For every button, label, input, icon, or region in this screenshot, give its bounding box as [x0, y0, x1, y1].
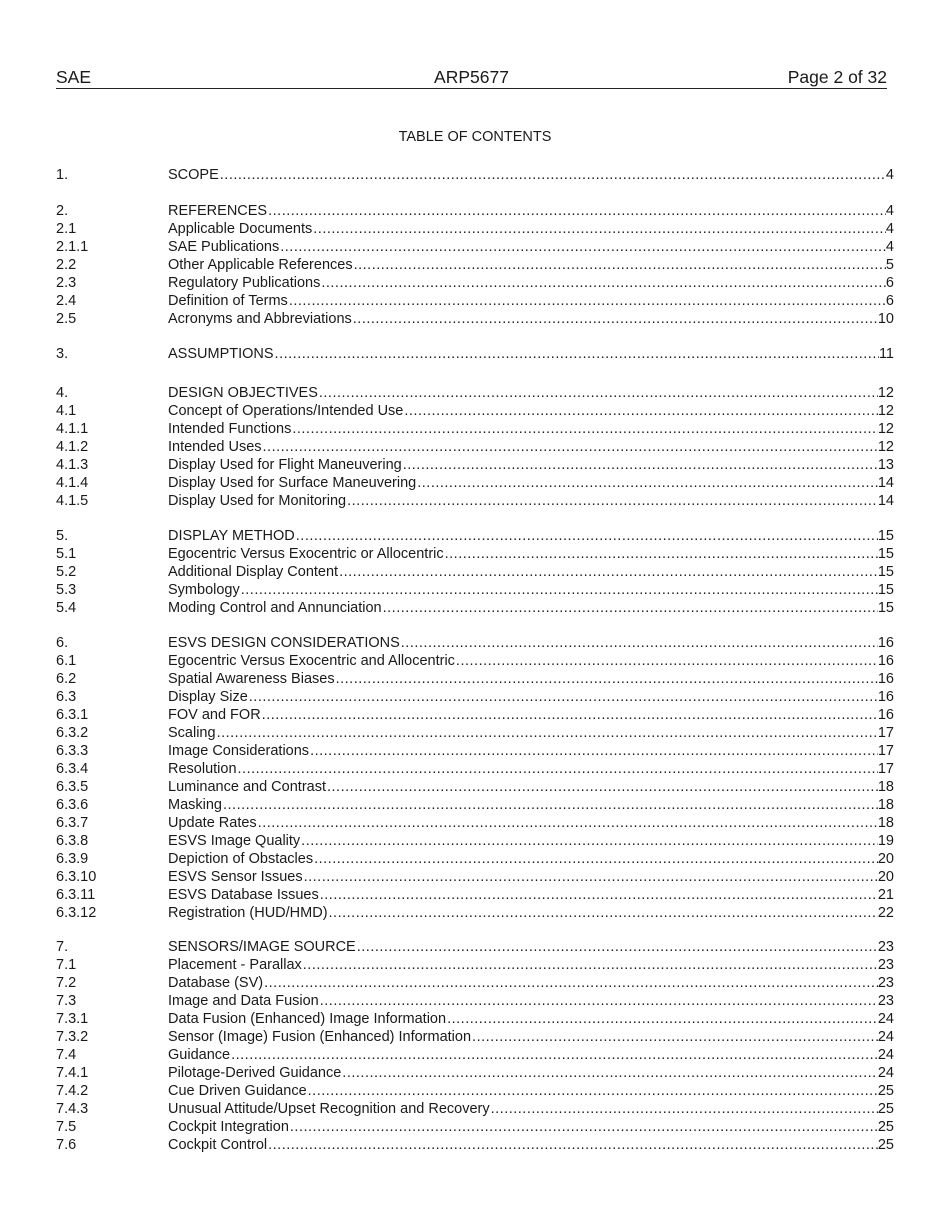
toc-entry-page: 16	[877, 653, 894, 669]
toc-entry[interactable]	[56, 420, 894, 438]
toc-entry-number: 6.3.11	[56, 887, 96, 903]
toc-entry[interactable]	[56, 492, 894, 510]
toc-entry-title: Intended Functions	[168, 421, 292, 437]
toc-entry-page: 12	[877, 385, 894, 401]
toc-entry-title: Concept of Operations/Intended Use	[168, 403, 404, 419]
toc-entry-number: 4.1.5	[56, 493, 89, 509]
toc-entry-title: SAE Publications	[168, 239, 280, 255]
toc-entry-title: Intended Uses	[168, 439, 262, 455]
toc-entry-title: Display Used for Surface Maneuvering	[168, 475, 417, 491]
toc-entry[interactable]	[56, 563, 894, 581]
toc-leader-dots	[295, 527, 878, 545]
toc-entry-number: 6.3.10	[56, 869, 97, 885]
toc-entry-page: 17	[877, 761, 894, 777]
toc-leader-dots	[335, 670, 878, 688]
toc-entry-page: 4	[885, 167, 894, 183]
toc-entry-title: Egocentric Versus Exocentric and Allocentric	[168, 653, 455, 669]
toc-entry-page: 14	[877, 475, 894, 491]
toc-entry-page: 4	[885, 239, 894, 255]
toc-leader-dots	[471, 1028, 878, 1046]
toc-entry-title: Cockpit Control	[168, 1137, 268, 1153]
toc-entry[interactable]	[56, 220, 894, 238]
toc-title: TABLE OF CONTENTS	[398, 129, 552, 145]
toc-entry[interactable]	[56, 166, 894, 184]
toc-entry-number: 2.2	[56, 257, 77, 273]
toc-entry-number: 2.3	[56, 275, 77, 291]
toc-leader-dots	[446, 1010, 878, 1028]
toc-entry-title: Display Used for Flight Maneuvering	[168, 457, 402, 473]
toc-leader-dots	[307, 1082, 878, 1100]
toc-entry-page: 22	[877, 905, 894, 921]
toc-entry[interactable]	[56, 974, 894, 992]
toc-entry-title: Scaling	[168, 725, 216, 741]
toc-entry-page: 24	[877, 1011, 894, 1027]
toc-entry-number: 5.1	[56, 546, 77, 562]
toc-entry-page: 16	[877, 689, 894, 705]
toc-entry-number: 6.3.2	[56, 725, 89, 741]
toc-leader-dots	[312, 220, 886, 238]
toc-entry[interactable]	[56, 238, 894, 256]
toc-entry[interactable]	[56, 832, 894, 850]
toc-entry[interactable]	[56, 742, 894, 760]
toc-entry-page: 16	[877, 707, 894, 723]
toc-entry-title: Acronyms and Abbreviations	[168, 311, 352, 327]
toc-entry-number: 4.	[56, 385, 69, 401]
toc-entry-title: Definition of Terms	[168, 293, 288, 309]
toc-entry[interactable]	[56, 760, 894, 778]
toc-leader-dots	[288, 292, 886, 310]
toc-leader-dots	[303, 868, 878, 886]
toc-entry-page: 24	[877, 1047, 894, 1063]
toc-entry-page: 23	[877, 993, 894, 1009]
toc-entry-title: DESIGN OBJECTIVES	[168, 385, 318, 401]
toc-entry-page: 15	[877, 528, 894, 544]
toc-entry[interactable]	[56, 438, 894, 456]
toc-entry-title: ESVS Sensor Issues	[168, 869, 303, 885]
toc-leader-dots	[216, 724, 878, 742]
toc-entry-number: 6.3.7	[56, 815, 89, 831]
toc-entry-title: Placement - Parallax	[168, 957, 302, 973]
toc-entry[interactable]	[56, 1136, 894, 1154]
toc-entry-page: 18	[877, 815, 894, 831]
toc-entry-number: 5.2	[56, 564, 77, 580]
toc-entry-page: 16	[877, 671, 894, 687]
toc-entry-page: 12	[877, 439, 894, 455]
toc-entry[interactable]	[56, 724, 894, 742]
toc-entry[interactable]	[56, 274, 894, 292]
toc-entry-number: 4.1.2	[56, 439, 89, 455]
toc-entry-title: SCOPE	[168, 167, 219, 183]
toc-entry[interactable]	[56, 310, 894, 328]
toc-leader-dots	[400, 634, 878, 652]
toc-leader-dots	[237, 760, 878, 778]
toc-entry-title: Regulatory Publications	[168, 275, 321, 291]
toc-entry-number: 7.1	[56, 957, 77, 973]
toc-entry-number: 6.2	[56, 671, 77, 687]
toc-entry-number: 4.1.4	[56, 475, 89, 491]
toc-entry-number: 6.3.8	[56, 833, 89, 849]
toc-entry-page: 13	[877, 457, 894, 473]
toc-entry-title: REFERENCES	[168, 203, 268, 219]
toc-entry-page: 25	[877, 1083, 894, 1099]
toc-entry[interactable]	[56, 202, 894, 220]
toc-leader-dots	[262, 438, 878, 456]
toc-leader-dots	[352, 310, 878, 328]
toc-entry-number: 7.5	[56, 1119, 77, 1135]
toc-entry-page: 4	[885, 203, 894, 219]
toc-entry-title: Pilotage-Derived Guidance	[168, 1065, 342, 1081]
toc-entry[interactable]	[56, 456, 894, 474]
toc-entry-page: 25	[877, 1101, 894, 1117]
toc-leader-dots	[240, 581, 878, 599]
toc-leader-dots	[279, 238, 886, 256]
toc-entry-number: 7.6	[56, 1137, 77, 1153]
toc-entry-page: 15	[877, 600, 894, 616]
toc-entry[interactable]	[56, 796, 894, 814]
toc-leader-dots	[291, 420, 878, 438]
toc-entry-title: Unusual Attitude/Upset Recognition and Recovery	[168, 1101, 490, 1117]
toc-entry[interactable]	[56, 1100, 894, 1118]
toc-entry[interactable]	[56, 1064, 894, 1082]
toc-entry-number: 2.1	[56, 221, 77, 237]
toc-entry[interactable]	[56, 581, 894, 599]
toc-entry[interactable]	[56, 670, 894, 688]
toc-entry[interactable]	[56, 992, 894, 1010]
toc-entry-number: 7.4.2	[56, 1083, 89, 1099]
toc-entry[interactable]	[56, 402, 894, 420]
toc-entry-number: 7.3.2	[56, 1029, 89, 1045]
toc-entry-page: 24	[877, 1029, 894, 1045]
toc-entry-title: Applicable Documents	[168, 221, 313, 237]
toc-entry-title: ESVS Database Issues	[168, 887, 319, 903]
toc-leader-dots	[219, 166, 886, 184]
toc-leader-dots	[444, 545, 878, 563]
toc-entry[interactable]	[56, 938, 894, 956]
toc-entry-title: Additional Display Content	[168, 564, 339, 580]
toc-leader-dots	[319, 992, 878, 1010]
toc-leader-dots	[356, 938, 878, 956]
toc-entry-title: Spatial Awareness Biases	[168, 671, 335, 687]
toc-entry-number: 2.5	[56, 311, 77, 327]
toc-leader-dots	[402, 456, 878, 474]
toc-entry[interactable]	[56, 345, 894, 363]
header-org: SAE	[56, 67, 92, 87]
toc-entry-number: 4.1.1	[56, 421, 89, 437]
toc-entry-page: 18	[877, 797, 894, 813]
toc-entry[interactable]	[56, 868, 894, 886]
toc-entry-title: ASSUMPTIONS	[168, 346, 274, 362]
toc-entry-page: 11	[878, 346, 894, 362]
toc-entry-page: 21	[877, 887, 894, 903]
toc-entry-page: 15	[877, 564, 894, 580]
toc-entry-title: Cue Driven Guidance	[168, 1083, 307, 1099]
toc-entry-title: Update Rates	[168, 815, 257, 831]
toc-leader-dots	[309, 742, 878, 760]
toc-entry[interactable]	[56, 545, 894, 563]
toc-entry-title: Moding Control and Annunciation	[168, 600, 382, 616]
toc-entry-number: 6.3.6	[56, 797, 89, 813]
toc-entry[interactable]	[56, 599, 894, 617]
toc-entry[interactable]	[56, 904, 894, 922]
toc-leader-dots	[263, 974, 878, 992]
toc-entry-title: FOV and FOR	[168, 707, 261, 723]
toc-entry-number: 2.4	[56, 293, 77, 309]
toc-leader-dots	[319, 886, 878, 904]
toc-leader-dots	[302, 956, 878, 974]
toc-entry-number: 6.3.12	[56, 905, 97, 921]
toc-entry-page: 20	[877, 851, 894, 867]
toc-entry-number: 7.4.3	[56, 1101, 89, 1117]
toc-entry-title: Other Applicable References	[168, 257, 353, 273]
toc-leader-dots	[338, 563, 878, 581]
toc-entry-title: Egocentric Versus Exocentric or Allocentric	[168, 546, 444, 562]
toc-leader-dots	[490, 1100, 878, 1118]
toc-leader-dots	[313, 850, 878, 868]
toc-entry[interactable]	[56, 778, 894, 796]
toc-entry-title: Sensor (Image) Fusion (Enhanced) Information	[168, 1029, 472, 1045]
toc-entry-page: 6	[885, 293, 894, 309]
toc-entry-page: 17	[877, 743, 894, 759]
toc-leader-dots	[267, 1136, 878, 1154]
toc-entry-title: Display Used for Monitoring	[168, 493, 347, 509]
toc-entry-number: 1.	[56, 167, 69, 183]
toc-entry-number: 7.3.1	[56, 1011, 89, 1027]
toc-entry-page: 20	[877, 869, 894, 885]
toc-entry-page: 6	[885, 275, 894, 291]
toc-entry-number: 7.2	[56, 975, 77, 991]
toc-leader-dots	[300, 832, 878, 850]
toc-leader-dots	[230, 1046, 878, 1064]
toc-entry[interactable]	[56, 652, 894, 670]
toc-entry-number: 6.3.4	[56, 761, 89, 777]
toc-entry[interactable]	[56, 634, 894, 652]
toc-entry-page: 23	[877, 975, 894, 991]
toc-entry-page: 4	[885, 221, 894, 237]
toc-entry-page: 25	[877, 1119, 894, 1135]
toc-leader-dots	[353, 256, 886, 274]
toc-entry-page: 5	[885, 257, 894, 273]
toc-entry[interactable]	[56, 292, 894, 310]
toc-entry-title: DISPLAY METHOD	[168, 528, 295, 544]
toc-leader-dots	[328, 904, 878, 922]
toc-entry-title: ESVS Image Quality	[168, 833, 301, 849]
toc-entry-number: 6.3.1	[56, 707, 89, 723]
toc-entry[interactable]	[56, 688, 894, 706]
toc-entry-number: 4.1.3	[56, 457, 89, 473]
toc-entry-number: 5.4	[56, 600, 77, 616]
toc-entry[interactable]	[56, 474, 894, 492]
toc-leader-dots	[416, 474, 878, 492]
toc-leader-dots	[274, 345, 879, 363]
toc-entry-title: Symbology	[168, 582, 240, 598]
toc-entry-page: 16	[877, 635, 894, 651]
toc-entry-title: Data Fusion (Enhanced) Image Information	[168, 1011, 447, 1027]
toc-entry[interactable]	[56, 256, 894, 274]
toc-leader-dots	[320, 274, 886, 292]
toc-entry-title: ESVS DESIGN CONSIDERATIONS	[168, 635, 400, 651]
toc-entry[interactable]	[56, 1082, 894, 1100]
toc-entry-title: Resolution	[168, 761, 237, 777]
toc-entry-page: 19	[877, 833, 894, 849]
toc-entry-title: Image Considerations	[168, 743, 310, 759]
toc-entry-title: Image and Data Fusion	[168, 993, 319, 1009]
toc-leader-dots	[222, 796, 878, 814]
toc-leader-dots	[346, 492, 878, 510]
toc-entry[interactable]	[56, 1028, 894, 1046]
toc-leader-dots	[248, 688, 878, 706]
toc-entry[interactable]	[56, 1118, 894, 1136]
toc-leader-dots	[318, 384, 878, 402]
toc-entry-number: 4.1	[56, 403, 77, 419]
toc-entry-number: 6.3.3	[56, 743, 89, 759]
toc-entry[interactable]	[56, 850, 894, 868]
toc-entry-title: Masking	[168, 797, 222, 813]
toc-entry-number: 6.3.5	[56, 779, 89, 795]
toc-leader-dots	[261, 706, 878, 724]
toc-leader-dots	[267, 202, 886, 220]
toc-entry-number: 7.4.1	[56, 1065, 89, 1081]
toc-entry-page: 12	[877, 403, 894, 419]
toc-entry[interactable]	[56, 1010, 894, 1028]
toc-entry-title: Cockpit Integration	[168, 1119, 289, 1135]
toc-entry[interactable]	[56, 814, 894, 832]
toc-entry-number: 2.1.1	[56, 239, 89, 255]
toc-entry-number: 3.	[56, 346, 69, 362]
header-page-number: Page 2 of 32	[787, 67, 887, 87]
toc-entry-number: 6.1	[56, 653, 77, 669]
toc-entry-page: 17	[877, 725, 894, 741]
toc-entry[interactable]	[56, 527, 894, 545]
toc-entry-page: 24	[877, 1065, 894, 1081]
toc-entry[interactable]	[56, 706, 894, 724]
toc-entry-title: Guidance	[168, 1047, 231, 1063]
toc-entry-number: 5.	[56, 528, 69, 544]
toc-entry-page: 23	[877, 939, 894, 955]
toc-entry-page: 15	[877, 546, 894, 562]
toc-entry-title: SENSORS/IMAGE SOURCE	[168, 939, 356, 955]
toc-entry-title: Database (SV)	[168, 975, 264, 991]
toc-entry-number: 7.3	[56, 993, 77, 1009]
toc-entry-number: 2.	[56, 203, 69, 219]
toc-leader-dots	[455, 652, 878, 670]
toc-entry-page: 23	[877, 957, 894, 973]
toc-entry-number: 5.3	[56, 582, 77, 598]
toc-entry-page: 10	[877, 311, 894, 327]
toc-entry[interactable]	[56, 886, 894, 904]
toc-entry[interactable]	[56, 956, 894, 974]
toc-leader-dots	[341, 1064, 878, 1082]
toc-leader-dots	[289, 1118, 878, 1136]
toc-leader-dots	[257, 814, 878, 832]
toc-entry-page: 25	[877, 1137, 894, 1153]
toc-entry-number: 6.	[56, 635, 69, 651]
toc-entry-page: 12	[877, 421, 894, 437]
toc-entry-title: Display Size	[168, 689, 248, 705]
toc-entry-number: 6.3.9	[56, 851, 89, 867]
toc-entry[interactable]	[56, 1046, 894, 1064]
toc-entry-page: 18	[877, 779, 894, 795]
toc-entry-title: Depiction of Obstacles	[168, 851, 314, 867]
toc-entry-title: Luminance and Contrast	[168, 779, 326, 795]
page-header	[56, 66, 887, 89]
toc-entry-title: Registration (HUD/HMD)	[168, 905, 328, 921]
header-doc-id: ARP5677	[434, 67, 509, 87]
toc-entry-number: 6.3	[56, 689, 77, 705]
toc-entry-number: 7.4	[56, 1047, 77, 1063]
toc-entry-page: 15	[877, 582, 894, 598]
toc-leader-dots	[403, 402, 877, 420]
toc-entry[interactable]	[56, 384, 894, 402]
toc-leader-dots	[326, 778, 878, 796]
toc-leader-dots	[382, 599, 878, 617]
toc-entry-page: 14	[877, 493, 894, 509]
toc-entry-number: 7.	[56, 939, 69, 955]
